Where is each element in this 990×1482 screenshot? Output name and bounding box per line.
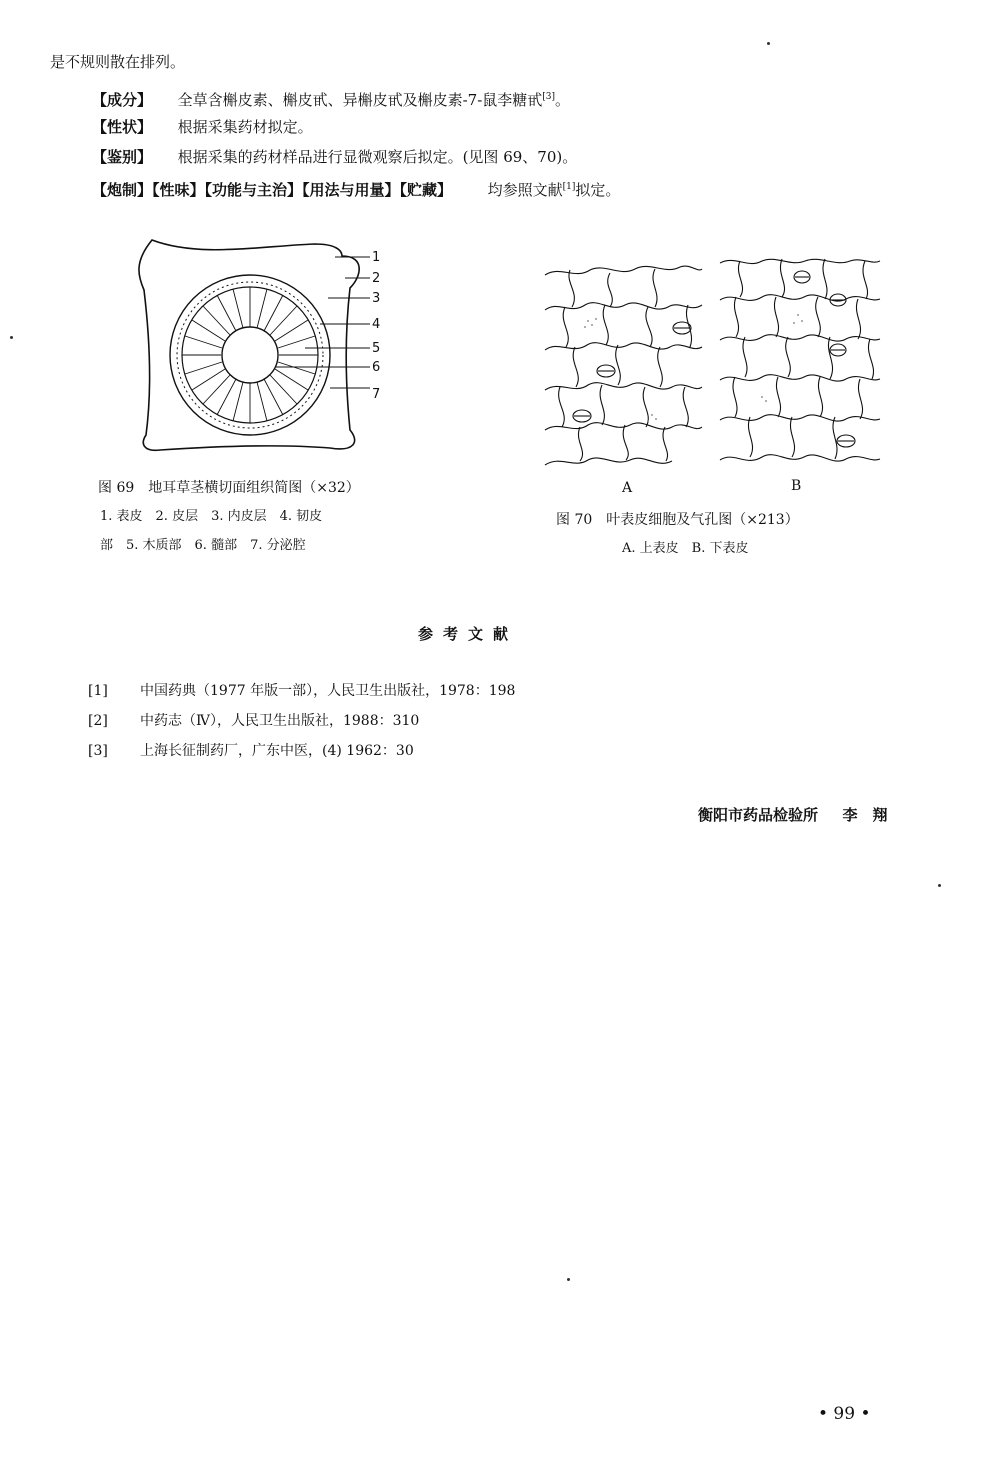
panel-a-cells xyxy=(545,266,702,465)
figure-69-legend-line1: 1. 表皮 2. 皮层 3. 内皮层 4. 韧皮 xyxy=(100,509,323,524)
section-label-identification: 【鉴别】 xyxy=(92,148,153,166)
section-properties xyxy=(92,117,313,137)
pith xyxy=(222,327,278,383)
page-number: • 99 • xyxy=(818,1404,871,1424)
section-label-composition: 【成分】 xyxy=(92,91,153,109)
fig69-label-4: 4 xyxy=(372,317,381,332)
reference-text: 中国药典（1977 年版一部），人民卫生出版社，1978：198 xyxy=(140,683,516,699)
figure-69-legend-line2: 部 5. 木质部 6. 髓部 7. 分泌腔 xyxy=(100,538,306,553)
figure-70-panel-a-label: A xyxy=(622,480,633,496)
scan-speck xyxy=(767,42,770,45)
body-line-continuation: 是不规则散在排列。 xyxy=(50,53,186,71)
reference-item xyxy=(88,740,414,760)
scan-speck xyxy=(10,336,13,339)
panel-b-cells xyxy=(720,259,880,461)
figure-70-panel-b-label: B xyxy=(791,478,802,494)
citation-1: [1] xyxy=(562,182,576,192)
figure-70-caption: 图 70 叶表皮细胞及气孔图（×213） xyxy=(556,512,799,528)
author-affiliation: 衡阳市药品检验所 xyxy=(698,806,819,824)
reference-number: [3] xyxy=(88,743,108,759)
section-tail: 。 xyxy=(555,91,571,109)
fig69-label-2: 2 xyxy=(372,271,381,286)
figure-70-epidermis-cells xyxy=(540,255,890,475)
scan-speck xyxy=(567,1278,570,1281)
fig69-label-1: 1 xyxy=(372,250,381,265)
author-name: 李 翔 xyxy=(842,806,888,824)
author-line xyxy=(698,804,888,825)
section-text-composition: 全草含槲皮素、槲皮甙、异槲皮甙及槲皮素-7-鼠李糖甙 xyxy=(177,91,543,109)
reference-number: [2] xyxy=(88,713,108,729)
reference-text: 上海长征制药厂，广东中医，(4) 1962：30 xyxy=(140,743,414,759)
fig69-label-5: 5 xyxy=(372,341,381,356)
reference-number: [1] xyxy=(88,683,108,699)
reference-item xyxy=(88,680,515,700)
citation-3: [3] xyxy=(542,92,556,102)
figure-69-stem-cross-section xyxy=(130,230,390,460)
references-title: 参考文献 xyxy=(418,625,519,643)
section-label-combined: 【炮制】【性味】【功能与主治】【用法与用量】【贮藏】 xyxy=(92,181,453,199)
fig69-label-6: 6 xyxy=(372,360,381,375)
section-text-combined: 均参照文献 xyxy=(487,181,563,199)
section-composition xyxy=(92,87,570,110)
figure-70-legend: A. 上表皮 B. 下表皮 xyxy=(622,541,749,556)
fig69-label-7: 7 xyxy=(372,387,381,402)
section-identification xyxy=(92,147,577,167)
stipple-dots xyxy=(584,314,803,422)
panel-a-stomata xyxy=(573,322,691,422)
section-text-identification: 根据采集的药材样品进行显微观察后拟定。(见图 69、70)。 xyxy=(177,148,578,166)
section-text-properties: 根据采集药材拟定。 xyxy=(177,118,313,136)
fig69-label-3: 3 xyxy=(372,291,381,306)
reference-text: 中药志（Ⅳ），人民卫生出版社，1988：310 xyxy=(140,713,420,729)
section-label-properties: 【性状】 xyxy=(92,118,153,136)
scan-speck xyxy=(938,884,941,887)
section-text-combined-tail: 拟定。 xyxy=(575,181,621,199)
figure-69-caption: 图 69 地耳草茎横切面组织简图（×32） xyxy=(98,480,360,496)
section-combined xyxy=(92,177,620,200)
reference-item xyxy=(88,710,419,730)
